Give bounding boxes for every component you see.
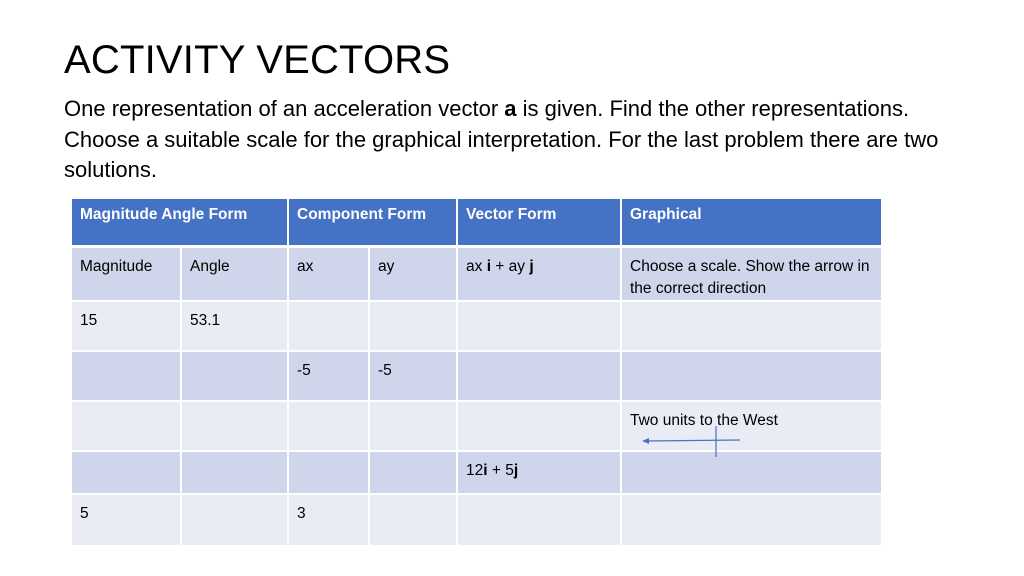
header-magnitude-angle-form: Magnitude Angle Form	[72, 199, 289, 248]
cell-graphical[interactable]	[622, 352, 883, 402]
cell-vector-form[interactable]	[458, 302, 622, 352]
cell-vector-form[interactable]	[458, 495, 622, 547]
subheader-graphical-hint: Choose a scale. Show the arrow in the correct direction	[622, 248, 883, 302]
cell-ay[interactable]	[370, 452, 458, 495]
table-row	[72, 452, 883, 495]
cell-angle[interactable]	[182, 352, 289, 402]
vector-table	[72, 199, 883, 547]
cell-graphical[interactable]	[622, 302, 883, 352]
instruction-line-2: Choose a suitable scale for the graphical interpretation. For the last problem there are two solutions.	[64, 126, 939, 182]
cell-ax[interactable]: 3	[289, 495, 370, 547]
header-component-form: Component Form	[289, 199, 458, 248]
cell-magnitude[interactable]	[72, 352, 182, 402]
header-vector-form: Vector Form	[458, 199, 622, 248]
cell-angle[interactable]	[182, 402, 289, 452]
table-subheader-row	[72, 248, 883, 302]
table-header-row	[72, 199, 883, 248]
cell-ax[interactable]: -5	[289, 352, 370, 402]
instruction-text: One representation of an acceleration vector	[64, 96, 505, 121]
cell-ay[interactable]	[370, 302, 458, 352]
cell-ay[interactable]: -5	[370, 352, 458, 402]
instruction-line-1	[64, 94, 984, 125]
table-row	[72, 495, 883, 547]
cell-ay[interactable]	[370, 402, 458, 452]
cell-ax[interactable]	[289, 452, 370, 495]
cell-magnitude[interactable]	[72, 452, 182, 495]
table-row	[72, 402, 883, 452]
subheader-vector-form: ax i + ay j	[458, 248, 622, 302]
west-arrow-icon	[642, 426, 742, 458]
cell-vector-form[interactable]: 12i + 5j	[458, 452, 622, 495]
cell-angle[interactable]: 53.1	[182, 302, 289, 352]
cell-angle[interactable]	[182, 495, 289, 547]
subheader-angle: Angle	[182, 248, 289, 302]
cell-ay[interactable]	[370, 495, 458, 547]
cell-angle[interactable]	[182, 452, 289, 495]
cell-graphical[interactable]	[622, 452, 883, 495]
table-row	[72, 302, 883, 352]
cell-graphical[interactable]	[622, 495, 883, 547]
subheader-ay: ay	[370, 248, 458, 302]
cell-ax[interactable]	[289, 302, 370, 352]
instruction-text: is given. Find the other representations.	[516, 96, 910, 121]
cell-vector-form[interactable]	[458, 402, 622, 452]
table-row	[72, 352, 883, 402]
subheader-ax: ax	[289, 248, 370, 302]
cell-magnitude[interactable]: 15	[72, 302, 182, 352]
cell-magnitude[interactable]	[72, 402, 182, 452]
graphical-description: Two units to the West	[630, 412, 778, 429]
cell-ax[interactable]	[289, 402, 370, 452]
cell-magnitude[interactable]: 5	[72, 495, 182, 547]
instructions	[64, 94, 984, 186]
cell-vector-form[interactable]	[458, 352, 622, 402]
slide-title: ACTIVITY VECTORS	[64, 38, 451, 82]
header-graphical: Graphical	[622, 199, 883, 248]
subheader-magnitude: Magnitude	[72, 248, 182, 302]
vector-symbol-a: a	[504, 96, 517, 121]
cell-graphical[interactable]	[622, 402, 883, 452]
